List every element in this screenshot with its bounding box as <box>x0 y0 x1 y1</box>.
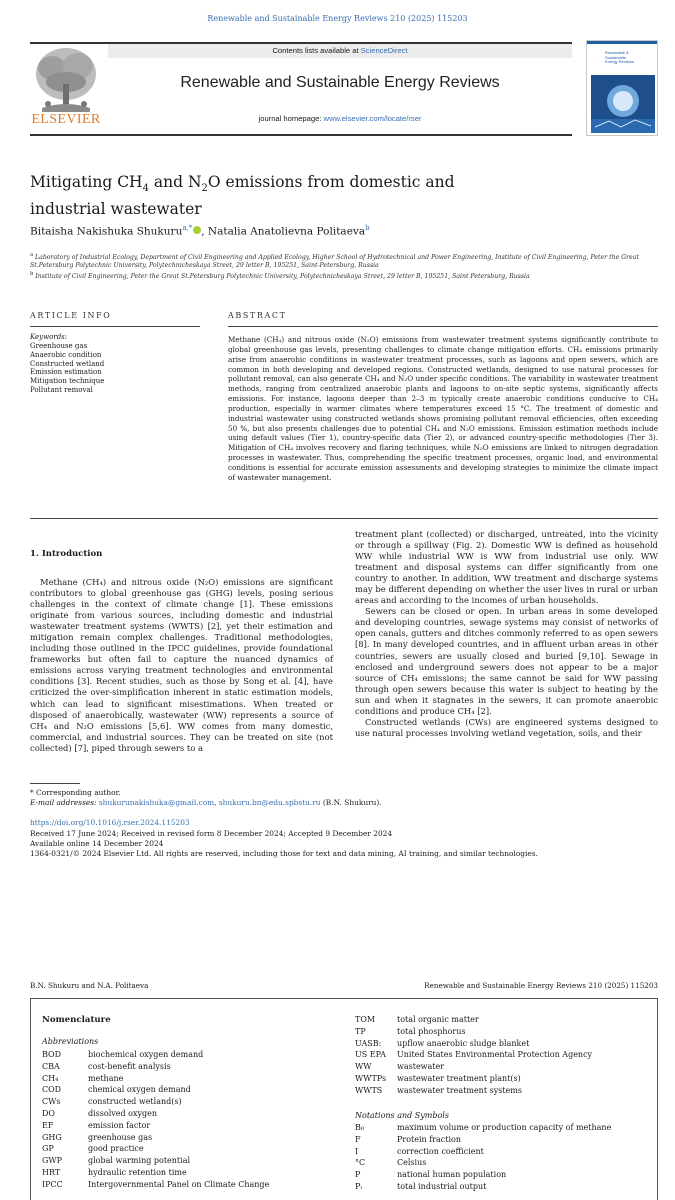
affiliation-a <box>30 251 650 271</box>
cover-title-line2: Sustainable <box>605 54 626 60</box>
abbrev-definition: wastewater treatment systems <box>397 1085 522 1095</box>
abbrev-symbol: BOD <box>42 1050 61 1059</box>
abbrev-symbol: HRT <box>42 1167 61 1177</box>
abbrev-symbol: CBA <box>42 1061 60 1071</box>
nomenclature-row <box>355 1014 655 1026</box>
notation-symbol: Pᵢ <box>355 1181 362 1191</box>
abbrev-definition: dissolved oxygen <box>88 1108 158 1118</box>
abbreviations-list-left <box>42 1049 342 1191</box>
abbrev-symbol: WW <box>355 1062 372 1072</box>
title-part1: Mitigating CH <box>30 173 143 191</box>
abbrev-definition: United States Environmental Protection Agency <box>397 1050 593 1060</box>
nomenclature-title: Nomenclature <box>42 1015 111 1025</box>
keyword: Greenhouse gas <box>30 342 88 350</box>
contents-prefix: Contents lists available at <box>272 46 361 55</box>
article-info-rule <box>30 326 200 327</box>
email-separator: , <box>214 798 219 807</box>
abbrev-symbol: GWP <box>42 1156 62 1166</box>
title-line2: industrial wastewater <box>30 200 202 219</box>
email-addresses <box>30 798 382 807</box>
abbrev-symbol: GHG <box>42 1132 62 1142</box>
nomenclature-row <box>42 1179 342 1191</box>
article-title <box>30 172 550 219</box>
abbrev-symbol: COD <box>42 1085 62 1095</box>
keywords-label: Keywords: <box>30 333 68 341</box>
nomenclature-row <box>355 1061 655 1073</box>
nomenclature-row <box>42 1096 342 1108</box>
abbrev-symbol: UASB: <box>355 1038 382 1048</box>
notation-definition: maximum volume or production capacity of methane <box>397 1123 612 1132</box>
abbrev-definition: total organic matter <box>397 1015 479 1024</box>
right-column <box>355 529 658 739</box>
notation-definition: Protein fraction <box>397 1134 462 1144</box>
nomenclature-row <box>42 1061 342 1073</box>
notation-definition: total industrial output <box>397 1181 487 1191</box>
keyword: Emission estimation <box>30 368 102 377</box>
abbrev-definition: Intergovernmental Panel on Climate Change <box>88 1179 270 1189</box>
abbreviations-label: Abbreviations <box>42 1037 99 1046</box>
abbrev-symbol: DO <box>42 1108 55 1118</box>
abbrev-symbol: CWs <box>42 1097 61 1107</box>
abbrev-definition: greenhouse gas <box>88 1132 153 1142</box>
doi-link[interactable]: https://doi.org/10.1016/j.rser.2024.115203 <box>30 818 190 827</box>
title-part2: and N <box>148 173 202 191</box>
introduction-heading: 1. Introduction <box>30 549 103 559</box>
abbrev-definition: good practice <box>88 1144 144 1154</box>
nomenclature-row <box>42 1084 342 1096</box>
notation-symbol: B₀ <box>355 1123 365 1132</box>
footnote-rule <box>30 783 80 784</box>
title-sub2: 2 <box>201 183 208 195</box>
email-link-2[interactable]: shukuru.bn@edu.spbstu.ru <box>218 798 321 807</box>
article-info-heading: ARTICLE INFO <box>30 311 112 320</box>
author-1-affil-mark[interactable]: a,* <box>182 224 193 232</box>
abbrev-symbol: US EPA <box>355 1050 387 1060</box>
nomenclature-row <box>42 1120 342 1132</box>
affiliation-b-mark: b <box>30 271 34 277</box>
abbrev-symbol: IPCC <box>42 1179 63 1189</box>
affiliation-a-text: Laboratory of Industrial Ecology, Department of Civil Engineering and Applied Ecology, Higher School of Hydrotechnical and Power Engineering, Institute of Civil Engineering, Peter the Great St.Petersburg Polytechnic University, Polytechnicheskaya Street, 29 letter B, 195251, Saint-Petersburg, Russia <box>30 254 639 270</box>
nomenclature-row <box>355 1085 655 1097</box>
nomenclature-row <box>355 1181 655 1193</box>
affiliation-b-text: Institute of Civil Engineering, Peter the Great St.Petersburg Polytechnic University, Polytechnicheskaya Street, 29 letter B, 195251, Saint Petersburg, Russia <box>33 273 530 281</box>
nomenclature-row <box>355 1146 655 1158</box>
abbrev-definition: upflow anaerobic sludge blanket <box>397 1038 530 1048</box>
abbrev-definition: hydraulic retention time <box>88 1167 187 1177</box>
abbrev-definition: methane <box>88 1073 124 1083</box>
abstract-rule <box>228 326 658 327</box>
abbrev-definition: wastewater treatment plant(s) <box>397 1073 521 1083</box>
intro-paragraph: Sewers can be closed or open. In urban areas in some developed and developing countries, sewage systems may consist of networks of open canals, gutters and ditches commonly referred to as open sewers [8]. In many developed countries, and in affluent urban areas in other countries, sewers are usually closed and buried [9,10]. Sewage in enclosed and underground sewers does not appear to be a major source of CH₄ emissions; the same cannot be said for WW passing through open sewers because this water is subject to heating by the sun and when it stagnates in the sewers, it can promote anaerobic conditions and produce CH₄ [2]. <box>355 606 658 716</box>
keyword: Pollutant removal <box>30 385 93 394</box>
copyright-notice: 1364-0321/© 2024 Elsevier Ltd. All rights are reserved, including those for text and data mining, AI training, and similar technologies. <box>30 849 538 858</box>
affiliation-b <box>30 270 650 281</box>
abbrev-symbol: CH₄ <box>42 1073 59 1083</box>
notation-symbol: °C <box>355 1158 366 1168</box>
keywords-list <box>30 342 104 395</box>
nomenclature-row <box>355 1049 655 1061</box>
affiliation-a-mark: a <box>30 252 34 258</box>
cover-title <box>605 51 634 65</box>
sciencedirect-link[interactable]: ScienceDirect <box>360 46 408 55</box>
abstract-bottom-rule <box>30 518 658 519</box>
header-bottom-rule <box>30 134 572 136</box>
abbrev-definition: wastewater <box>397 1062 445 1072</box>
nomenclature-row <box>355 1073 655 1085</box>
article-dates <box>30 829 538 859</box>
author-2-affil-mark[interactable]: b <box>365 224 370 232</box>
keyword: Mitigation technique <box>30 377 105 386</box>
journal-cover-thumbnail[interactable] <box>586 40 658 136</box>
abbrev-definition: emission factor <box>88 1120 151 1130</box>
notation-definition: national human population <box>397 1170 507 1180</box>
cover-title-line3: Energy Reviews <box>605 59 634 65</box>
notations-label: Notations and Symbols <box>355 1111 449 1120</box>
abbrev-symbol: WWTPs <box>355 1073 387 1083</box>
abbrev-definition: total phosphorus <box>397 1026 466 1036</box>
author-2[interactable]: Natalia Anatolievna Politaeva <box>207 225 366 238</box>
notation-symbol: I <box>355 1146 359 1156</box>
nomenclature-row <box>355 1134 655 1146</box>
title-part3: O emissions from domestic and <box>207 173 455 191</box>
author-1[interactable]: Bitaisha Nakishuka Shukuru <box>30 225 183 238</box>
homepage-link[interactable]: www.elsevier.com/locate/rser <box>323 114 422 123</box>
notation-symbol: F <box>355 1134 361 1144</box>
intro-paragraph: Constructed wetlands (CWs) are engineered systems designed to use natural processes involving wetland vegetation, soils, and their <box>355 716 658 738</box>
notation-symbol: P <box>355 1170 361 1180</box>
nomenclature-row <box>355 1157 655 1169</box>
abbrev-symbol: WWTS <box>355 1085 383 1095</box>
elsevier-wordmark: ELSEVIER <box>31 112 101 127</box>
nomenclature-row <box>42 1143 342 1155</box>
abbrev-symbol: GP <box>42 1144 54 1154</box>
corresponding-author-note: * Corresponding author. <box>30 788 121 797</box>
abbrev-symbol: TP <box>355 1026 366 1036</box>
cover-top-bar <box>587 41 658 44</box>
email-label: E-mail addresses: <box>30 798 99 807</box>
running-head-authors: B.N. Shukuru and N.A. Politaeva <box>30 981 149 990</box>
nomenclature-row <box>42 1049 342 1061</box>
cover-illustration-icon <box>591 75 655 133</box>
journal-title: Renewable and Sustainable Energy Reviews <box>180 74 500 91</box>
nomenclature-row <box>355 1122 655 1134</box>
running-head-journal: Renewable and Sustainable Energy Reviews 210 (2025) 115203 <box>424 981 658 990</box>
email-suffix: (B.N. Shukuru). <box>320 798 382 807</box>
nomenclature-row <box>42 1155 342 1167</box>
abbreviations-list-right <box>355 1014 655 1097</box>
nomenclature-row <box>42 1108 342 1120</box>
intro-paragraph: treatment plant (collected) or discharged, untreated, into the vicinity or through a spillway (Fig. 2). Domestic WW is defined as household WW while industrial WW is WW from industrial use only. WW treatment and disposal systems can differ significantly from one country to another. In addition, WW treatment and discharge systems may be different depending on whether the user lives in rural or urban areas and according to the incomes of urban households. <box>355 529 658 606</box>
received-dates: Received 17 June 2024; Received in revised form 8 December 2024; Accepted 9 December 2024 <box>30 829 393 838</box>
contents-line <box>108 46 572 55</box>
notation-definition: correction coefficient <box>397 1146 484 1156</box>
abbrev-definition: cost-benefit analysis <box>88 1061 171 1071</box>
left-column <box>30 577 333 754</box>
author-separator: , <box>201 225 208 238</box>
notations-list <box>355 1122 655 1193</box>
homepage-prefix: journal homepage: <box>258 114 324 123</box>
abbrev-definition: chemical oxygen demand <box>88 1085 191 1095</box>
nomenclature-row <box>42 1132 342 1144</box>
notation-definition: Celsius <box>397 1158 427 1168</box>
keyword: Constructed wetland <box>30 359 105 368</box>
title-sub1: 4 <box>142 183 149 195</box>
abbrev-definition: biochemical oxygen demand <box>88 1050 204 1059</box>
nomenclature-row <box>42 1073 342 1085</box>
abstract-heading: ABSTRACT <box>228 311 287 320</box>
journal-reference-link[interactable]: Renewable and Sustainable Energy Reviews 210 (2025) 115203 <box>207 14 468 23</box>
keyword: Anaerobic condition <box>30 350 102 359</box>
nomenclature-row <box>355 1169 655 1181</box>
intro-paragraph: Methane (CH₄) and nitrous oxide (N₂O) emissions are significant contributors to global greenhouse gas (GHG) levels, posing serious challenges in the context of climate change [1]. These emissions originate from various sources, including domestic and industrial wastewater treatment systems (WWTS) [2], yet their estimation and mitigation remain complex challenges. Traditional methodologies, including those outlined in the IPCC guidelines, provide foundational frameworks but often fail to capture the nuanced dynamics of emissions across varying treatment technologies and environmental conditions [3]. Recent studies, such as those by Song et al. [4], have criticized the over-simplification inherent in static estimation models, which can lead to significant misestimations. When treated or disposed of anaerobically, wastewater (WW) represents a source of CH₄ and N₂O emissions [5,6]. WW comes from many domestic, commercial, and industrial sources. They can be treated on site (not collected) [7], piped through sewers to a <box>30 577 333 753</box>
authors-line <box>30 224 590 238</box>
nomenclature-row <box>355 1026 655 1038</box>
nomenclature-row <box>355 1038 655 1050</box>
available-online-date: Available online 14 December 2024 <box>30 839 164 848</box>
abbrev-symbol: TOM <box>355 1015 376 1024</box>
abbrev-definition: constructed wetland(s) <box>88 1097 182 1107</box>
email-link-1[interactable]: shukurunakishuka@gmail.com <box>98 798 215 807</box>
abstract-text: Methane (CH₄) and nitrous oxide (N₂O) emissions from wastewater treatment systems significantly contribute to global greenhouse gas levels, presenting challenges to climate change mitigation efforts. CH₄ emissions primarily arise from anaerobic conditions in wastewater treatment processes, such as lagoons and open sewers, which are common in both developing and developed regions. Constructed wetlands, designed to use natural processes for pollutant removal, can also generate CH₄ and N₂O under specific conditions. The variability in wastewater treatment methods, ranging from centralized anaerobic plants and lagoons to on-site septic systems, significantly affects emissions. For instance, lagoons deeper than 2–3 m typically create anaerobic conditions conducive to CH₄ production, especially in warmer climates where temperatures exceed 15 °C. The treatment of domestic and industrial wastewater using constructed wetlands shows promising pollutant removal efficiencies, often exceeding 50 %, but also presents challenges due to potential CH₄ and N₂O emissions. Emission estimation methods include using default values (Tier 1), country-specific data (Tier 2), or advanced country-specific methodologies (Tier 3). Mitigation of CH₄ involves recovery and flaring techniques, while N₂O emissions are linked to nitrogen degradation processes in wastewater. Thus, comprehending the specific treatment processes, organic load, and environmental conditions is essential for accurate emission assessments and developing strategies to minimize the climate impact of wastewater management. <box>228 335 658 482</box>
journal-homepage <box>108 114 572 123</box>
nomenclature-row <box>42 1167 342 1179</box>
cover-title-line1: Renewable & <box>605 50 629 55</box>
abbrev-definition: global warming potential <box>88 1156 191 1166</box>
abbrev-symbol: EF <box>42 1120 54 1130</box>
